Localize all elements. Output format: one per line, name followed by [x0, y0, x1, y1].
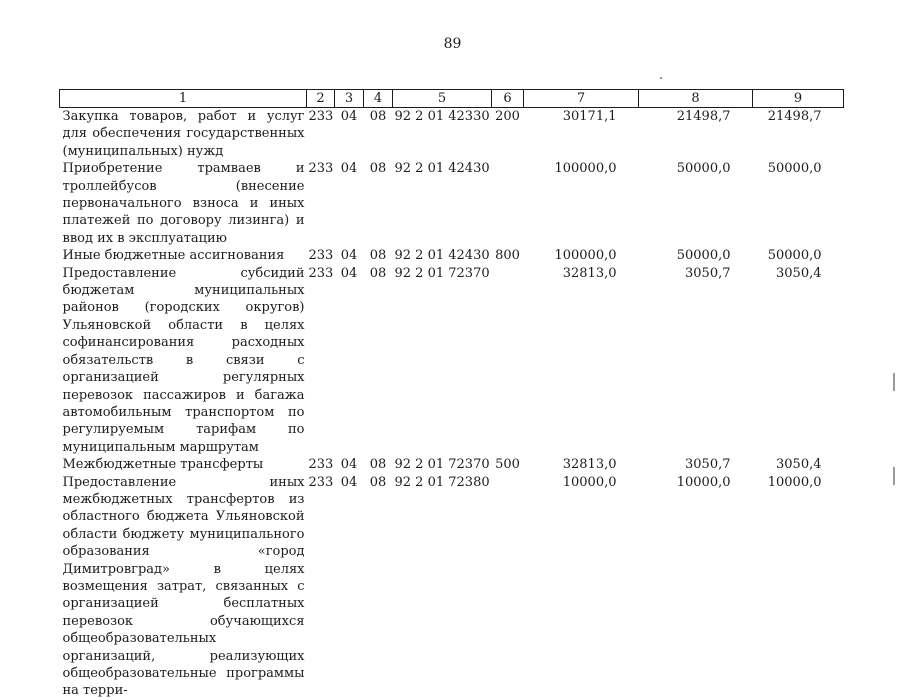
cell-col8: 21498,7 [676, 109, 731, 124]
table-row [60, 160, 844, 247]
table-row [60, 247, 844, 264]
scan-mark [660, 77, 662, 79]
column-header-9: 9 [753, 90, 844, 108]
column-header-8: 8 [639, 90, 753, 108]
scan-mark [893, 467, 895, 485]
cell-col2: 233 [308, 457, 334, 473]
cell-col2: 233 [308, 474, 334, 490]
cell-col2: 233 [308, 161, 334, 177]
cell-col6 [492, 265, 524, 456]
table-row [60, 108, 844, 161]
cell-col7: 100000,0 [554, 248, 617, 264]
cell-col4: 08 [369, 265, 387, 281]
cell-col6: 200 [495, 109, 520, 124]
cell-col4: 08 [369, 161, 387, 177]
column-header-7: 7 [524, 90, 639, 108]
cell-col7: 32813,0 [562, 265, 617, 281]
cell-col7: 100000,0 [554, 161, 617, 177]
cell-col2: 233 [308, 248, 334, 264]
cell-col5: 92 2 01 72380 [394, 474, 490, 490]
column-header-5: 5 [393, 90, 492, 108]
cell-col6: 500 [495, 457, 520, 473]
cell-col9: 3050,4 [776, 457, 822, 473]
scan-mark [893, 373, 895, 391]
cell-col8: 50000,0 [676, 161, 731, 177]
cell-col6 [492, 474, 524, 700]
cell-col2: 233 [308, 265, 334, 281]
cell-col5: 92 2 01 42430 [394, 248, 490, 264]
cell-col4: 08 [369, 474, 387, 490]
row-description: Предоставление иных межбюджетных трансфертов из областного бюджета Ульяновской области бюджету муниципального образования «город Димитровград» в целях возмещения затрат, связанных с организацией бесплатных перевозок обучающихся общеобразовательных организаций, реализующих общеобразовательные программы на терри- [62, 474, 305, 699]
cell-col9: 10000,0 [767, 474, 822, 490]
cell-col6 [492, 160, 524, 247]
cell-col9: 50000,0 [767, 161, 822, 177]
row-description: Межбюджетные трансферты [62, 457, 264, 473]
page-number: 89 [443, 36, 462, 52]
column-header-4: 4 [364, 90, 393, 108]
column-header-1: 1 [60, 90, 307, 108]
column-header-3: 3 [335, 90, 364, 108]
row-description: Иные бюджетные ассигнования [62, 248, 285, 264]
cell-col5: 92 2 01 72370 [394, 457, 490, 473]
cell-col9: 21498,7 [767, 109, 822, 124]
cell-col2: 233 [308, 109, 334, 124]
cell-col3: 04 [340, 248, 358, 264]
column-header-2: 2 [307, 90, 335, 108]
cell-col8: 50000,0 [676, 248, 731, 264]
row-description: Предоставление субсидий бюджетам муниципальных районов (городских округов) Ульяновской области в целях софинансирования расходных обязательств в связи с организацией регулярных перевозок пассажиров и багажа автомобильным транспортом по регулируемым тарифам по муниципальным маршрутам [62, 265, 305, 455]
cell-col9: 50000,0 [767, 248, 822, 264]
table-row [60, 265, 844, 456]
cell-col5: 92 2 01 42330 [394, 109, 490, 124]
cell-col3: 04 [340, 474, 358, 490]
cell-col8: 3050,7 [685, 265, 731, 281]
cell-col7: 32813,0 [562, 457, 617, 473]
cell-col3: 04 [340, 161, 358, 177]
budget-table [59, 89, 844, 700]
table-header-row [60, 90, 844, 108]
cell-col3: 04 [340, 265, 358, 281]
cell-col4: 08 [369, 109, 387, 124]
cell-col6: 800 [495, 248, 520, 264]
table-row [60, 456, 844, 473]
row-description: Приобретение трамваев и троллейбусов (внесение первоначального взноса и иных платежей по договору лизинга) и ввод их в эксплуатацию [62, 161, 305, 246]
cell-col8: 10000,0 [676, 474, 731, 490]
cell-col4: 08 [369, 248, 387, 264]
table-row [60, 474, 844, 700]
cell-col5: 92 2 01 72370 [394, 265, 490, 281]
column-header-6: 6 [492, 90, 524, 108]
cell-col3: 04 [340, 109, 358, 124]
cell-col9: 3050,4 [776, 265, 822, 281]
cell-col4: 08 [369, 457, 387, 473]
cell-col3: 04 [340, 457, 358, 473]
cell-col7: 10000,0 [562, 474, 617, 490]
cell-col5: 92 2 01 42430 [394, 161, 490, 177]
cell-col7: 30171,1 [562, 109, 617, 124]
row-description: Закупка товаров, работ и услуг для обеспечения государственных (муниципальных) нужд [62, 109, 305, 159]
cell-col8: 3050,7 [685, 457, 731, 473]
